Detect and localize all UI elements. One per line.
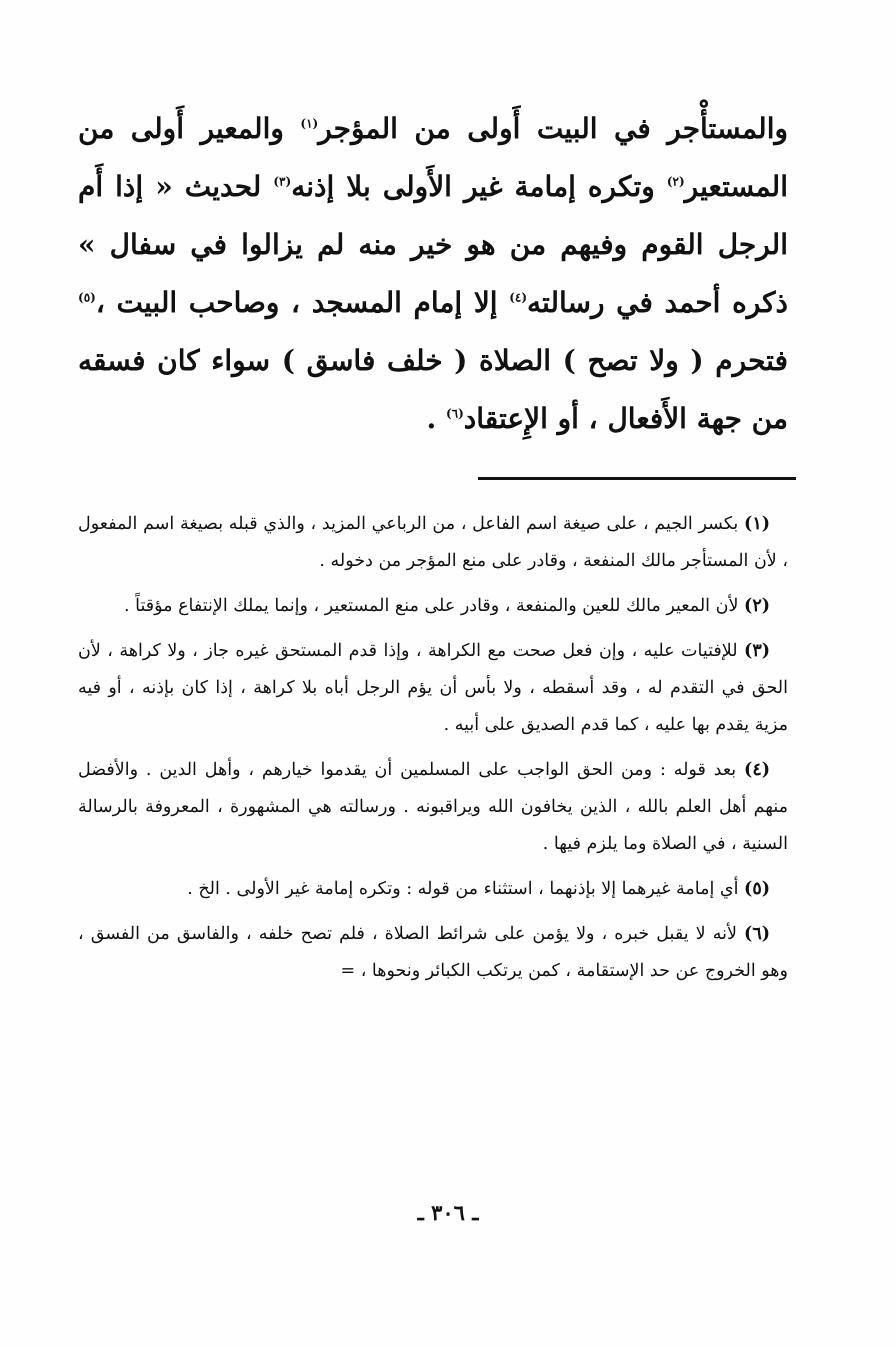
main-text-segment: إلا إمام المسجد ، وصاحب البيت ، [95,286,510,319]
footnote-marker: (٢) [666,174,685,189]
footnote-4 [78,752,788,863]
main-text-segment: لحديث « إذا أَم الرجل القوم وفيهم من هو خير منه لم يزالوا في سفال » ذكره أحمد في رسالته [78,170,788,319]
main-text-segment: فتحرم ( ولا تصح ) الصلاة ( خلف فاسق ) سواء كان فسقه من جهة الأَفعال ، أو الإِعتقاد [78,344,788,435]
footnote-marker: (٤) [509,290,528,305]
footnote-5 [78,871,788,908]
main-text-segment: والمعير أَولى من المستعير [78,112,788,203]
footnote-2 [78,588,788,625]
footnote-marker: (١) [300,116,319,131]
footnote-number: (٢) [744,596,770,616]
page-number: ـ ٣٠٦ ـ [417,1200,479,1225]
main-paragraph [78,100,788,448]
main-text-segment: والمستأْجر في البيت أَولى من المؤجر [318,112,788,145]
footnote-marker: (٣) [273,174,292,189]
footnote-text: بعد قوله : ومن الحق الواجب على المسلمين أن يقدموا خيارهم ، وأهل الدين . والأفضل منهم أهل العلم بالله ، الذين يخافون الله ويراقبونه . ورسالته هي المشهورة ، المعروفة بالرسالة السنية ، في الصلاة وما يلزم فيها . [78,760,788,854]
footnote-marker: (٥) [78,290,96,305]
footnote-text: أي إمامة غيرهما إلا بإذنهما ، استثناء من قوله : وتكره إمامة غير الأولى . الخ . [187,879,739,899]
footnote-marker: (٦) [445,406,464,421]
footnote-number: (٣) [744,641,770,661]
footnote-3 [78,633,788,744]
main-text-segment: وتكره إمامة غير الأَولى بلا إذنه [291,170,667,203]
footnote-text: بكسر الجيم ، على صيغة اسم الفاعل ، من الرباعي المزيد ، والذي قبله بصيغة اسم المفعول ، لأن المستأجر مالك المنفعة ، وقادر على منع المؤجر من دخوله . [78,514,788,571]
footnote-divider [478,477,796,480]
footnotes-section [78,506,788,998]
footnote-number: (١) [744,514,770,534]
footnote-6 [78,916,788,990]
footnote-number: (٤) [744,760,770,780]
footnote-number: (٦) [744,924,770,944]
footnote-text: لأن المعير مالك للعين والمنفعة ، وقادر على منع المستعير ، وإنما يملك الإنتفاع مؤقتاً . [124,596,739,616]
footnote-1 [78,506,788,580]
footnote-text: لأنه لا يقبل خبره ، ولا يؤمن على شرائط الصلاة ، فلم تصح خلفه ، والفاسق من الفسق ، وهو الخروج عن حد الإستقامة ، كمن يرتكب الكبائر ونحوها ، = [78,924,788,981]
footnote-text: للإفتيات عليه ، وإن فعل صحت مع الكراهة ، وإذا قدم المستحق غيره جاز ، ولا كراهة ، لأن الحق في التقدم له ، وقد أسقطه ، ولا بأس أن يؤم الرجل أباه بلا كراهة ، إذا كان بإذنه ، أو فيه مزية يقدم بها عليه ، كما قدم الصديق على أبيه . [78,641,788,735]
footnote-number: (٥) [744,879,770,899]
main-text-segment: . [426,402,446,435]
